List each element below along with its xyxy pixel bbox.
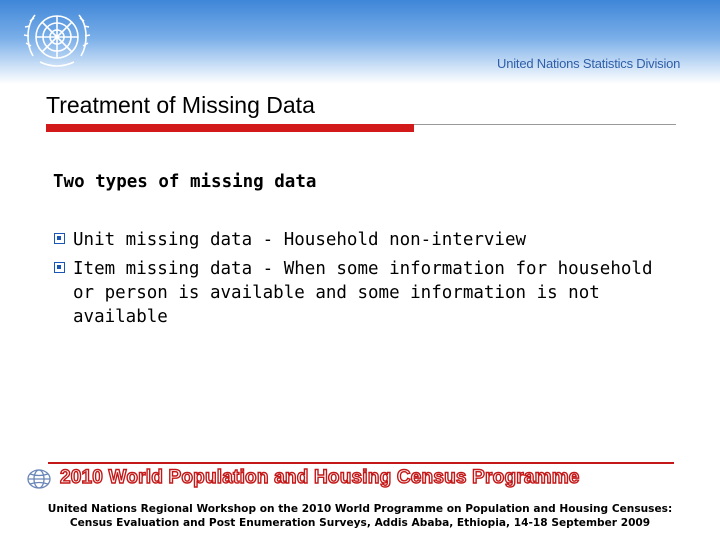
census-banner	[24, 466, 696, 492]
bullet-text: Unit missing data - Household non-interview	[73, 230, 527, 250]
title-rule-gray	[414, 124, 676, 125]
census-banner-text: 2010 World Population and Housing Census Programme	[60, 467, 580, 488]
footer-line-2: Census Evaluation and Post Enumeration Surveys, Addis Ababa, Ethiopia, 14-18 September 2009	[69, 517, 651, 529]
square-bullet-icon	[54, 233, 65, 244]
subheading: Two types of missing data	[53, 172, 317, 192]
footer-line-1: United Nations Regional Workshop on the 2010 World Programme on Population and Housing Censuses:	[47, 503, 673, 515]
square-bullet-icon	[54, 262, 65, 273]
division-name: United Nations Statistics Division	[497, 56, 681, 71]
bullet-item	[54, 257, 684, 329]
footer-rule	[48, 462, 674, 464]
globe-icon	[26, 468, 52, 490]
bullet-item	[54, 228, 684, 252]
slide-title: Treatment of Missing Data	[46, 92, 315, 118]
un-emblem-icon	[20, 6, 94, 72]
header-band	[0, 0, 720, 84]
bullet-text: Item missing data - When some information for household or person is available and some information is not available	[73, 259, 653, 327]
title-rule-red	[46, 124, 414, 132]
footer-citation	[0, 502, 720, 530]
bullet-list	[54, 228, 684, 334]
